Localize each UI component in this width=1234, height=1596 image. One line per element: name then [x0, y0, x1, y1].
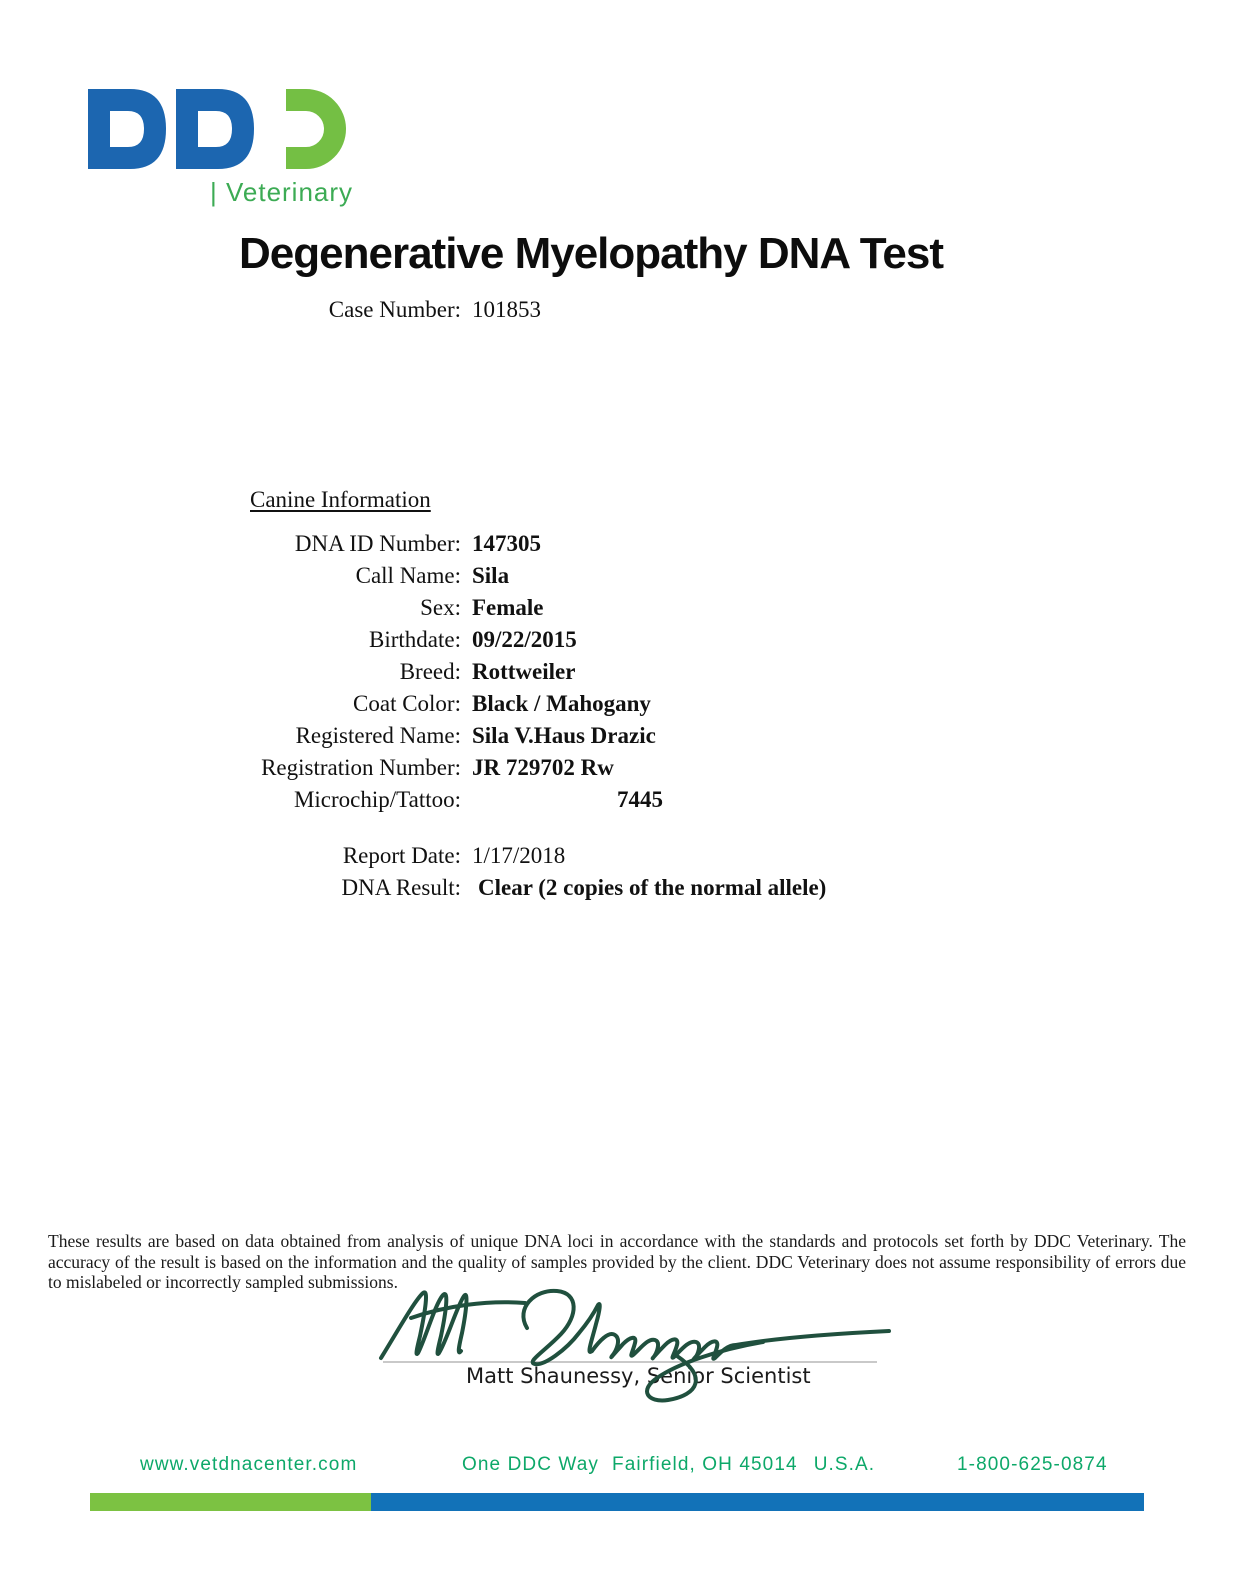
case-number-label: Case Number: [328, 297, 461, 322]
letter-d2-icon [176, 89, 254, 169]
field-row-registration-number [0, 754, 614, 782]
field-value: 7445 [617, 787, 663, 812]
case-number-value: 101853 [472, 297, 541, 322]
field-value: Black / Mahogany [472, 691, 651, 716]
signer-name: Matt Shaunessy, Senior Scientist [466, 1364, 811, 1388]
field-row-sex [0, 594, 544, 622]
footer-address [462, 1454, 875, 1476]
field-value: 147305 [472, 531, 541, 556]
field-row-coat-color [0, 690, 651, 718]
report-date-row [0, 842, 565, 870]
letter-c-icon [286, 100, 335, 158]
field-value: 09/22/2015 [472, 627, 577, 652]
field-label: Registration Number: [261, 755, 461, 780]
field-row-breed [0, 658, 575, 686]
letter-d1-icon [88, 89, 166, 169]
field-value: Female [472, 595, 544, 620]
field-row-microchip [0, 786, 663, 814]
signature-line [383, 1361, 877, 1363]
field-row-birthdate [0, 626, 577, 654]
report-date-value: 1/17/2018 [472, 843, 566, 868]
field-value: JR 729702 Rw [472, 755, 614, 780]
field-row-call-name [0, 562, 509, 590]
logo-tagline: | Veterinary [210, 177, 354, 207]
field-label: Registered Name: [295, 723, 461, 748]
canine-information-heading: Canine Information [250, 487, 431, 512]
footer-website: www.vetdnacenter.com [140, 1454, 358, 1475]
ddc-logo [88, 88, 346, 170]
field-label: Breed: [399, 659, 461, 684]
field-label: Sex: [420, 595, 461, 620]
dna-result-label: DNA Result: [341, 875, 461, 900]
dna-result-value: Clear (2 copies of the normal allele) [478, 875, 827, 900]
field-value: Rottweiler [472, 659, 576, 684]
footer-address-country: U.S.A. [813, 1454, 876, 1475]
footer-bar-blue [371, 1493, 1144, 1511]
field-row-registered-name [0, 722, 656, 750]
footer-bar-green [90, 1493, 371, 1511]
report-date-label: Report Date: [342, 843, 461, 868]
field-row-dna-id [0, 530, 541, 558]
case-number-row [0, 296, 541, 324]
field-value: Sila V.Haus Drazic [472, 723, 656, 748]
field-label: Birthdate: [369, 627, 461, 652]
field-label: Microchip/Tattoo: [293, 787, 461, 812]
field-value: Sila [472, 563, 510, 588]
field-label: DNA ID Number: [294, 531, 461, 556]
field-label: Coat Color: [353, 691, 461, 716]
footer-address-city: Fairfield, OH 45014 [612, 1454, 798, 1475]
disclaimer-text: These results are based on data obtained from analysis of unique DNA loci in accordance with the standards and protocols set forth by DDC Veterinary. The accuracy of the result is based on the information and the quality of samples provided by the client. DDC Veterinary does not assume responsibility of errors due to mislabeled or incorrectly sampled submissions. [48, 1231, 1186, 1292]
field-label: Call Name: [355, 563, 461, 588]
footer-address-street: One DDC Way [462, 1454, 600, 1475]
footer-phone: 1-800-625-0874 [957, 1454, 1108, 1475]
dna-result-row [0, 874, 826, 902]
page-title: Degenerative Myelopathy DNA Test [239, 229, 943, 278]
